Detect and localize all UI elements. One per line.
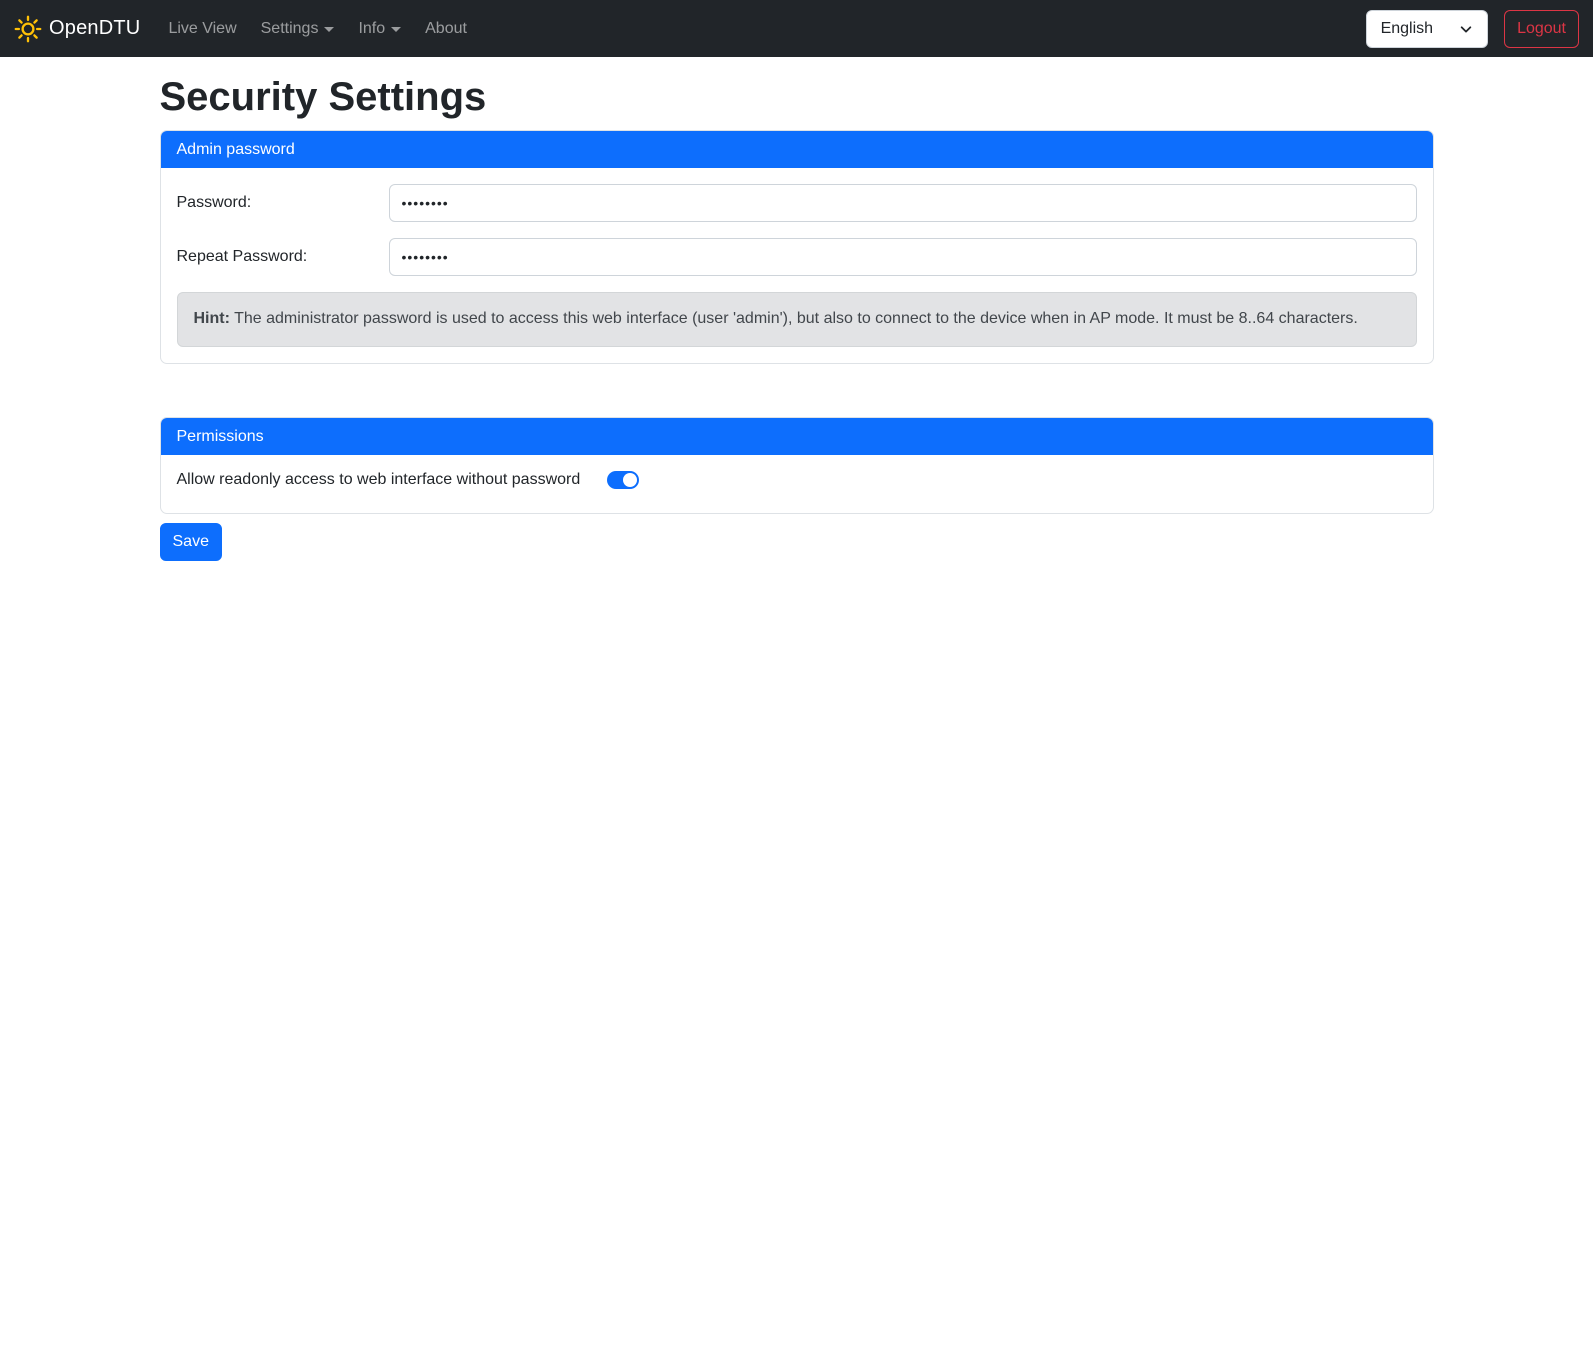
readonly-access-row: [177, 471, 1417, 497]
admin-password-card-body: [161, 168, 1433, 363]
brand-link[interactable]: [14, 15, 140, 43]
sun-icon: [14, 15, 42, 43]
repeat-password-row: [177, 238, 1417, 276]
hint-text: The administrator password is used to access this web interface (user 'admin'), but also to connect to the device when in AP mode. It must be 8..64 characters.: [234, 310, 1358, 328]
main-container: [137, 73, 1457, 561]
language-select[interactable]: [1366, 10, 1488, 48]
nav-item-settings[interactable]: [261, 12, 335, 46]
password-row: [177, 184, 1417, 222]
chevron-down-icon: [1459, 22, 1473, 36]
save-button[interactable]: Save: [160, 523, 222, 561]
readonly-access-toggle[interactable]: [607, 471, 639, 489]
nav-links: [158, 12, 481, 46]
permissions-card-body: [161, 455, 1433, 513]
top-navbar: [0, 0, 1593, 57]
repeat-password-input[interactable]: [389, 238, 1417, 276]
nav-item-live-view[interactable]: [168, 12, 236, 46]
caret-down-icon: [391, 27, 401, 32]
nav-item-label: Settings: [260, 19, 319, 37]
caret-down-icon: [324, 27, 334, 32]
nav-item-about[interactable]: [425, 12, 467, 46]
navbar-right: [1366, 10, 1579, 48]
nav-item-label: Info: [358, 19, 386, 37]
language-selected-value: English: [1380, 19, 1434, 37]
logout-button[interactable]: Logout: [1504, 10, 1579, 48]
nav-item-label: Live View: [168, 19, 237, 37]
hint-label: Hint:: [193, 310, 230, 328]
toggle-knob: [623, 473, 637, 487]
nav-item-info[interactable]: [358, 12, 401, 46]
password-label: Password:: [176, 194, 252, 212]
password-input[interactable]: [389, 184, 1417, 222]
admin-password-card: [160, 130, 1434, 364]
page-title: Security Settings: [159, 75, 487, 119]
readonly-access-label: Allow readonly access to web interface without password: [176, 471, 581, 489]
repeat-password-label: Repeat Password:: [176, 248, 308, 266]
permissions-card-header: Permissions: [161, 418, 1433, 455]
brand-label: OpenDTU: [49, 17, 141, 39]
password-hint-alert: [177, 292, 1417, 347]
admin-password-card-header: Admin password: [161, 131, 1433, 168]
nav-item-label: About: [425, 19, 467, 37]
permissions-card: [160, 417, 1434, 514]
